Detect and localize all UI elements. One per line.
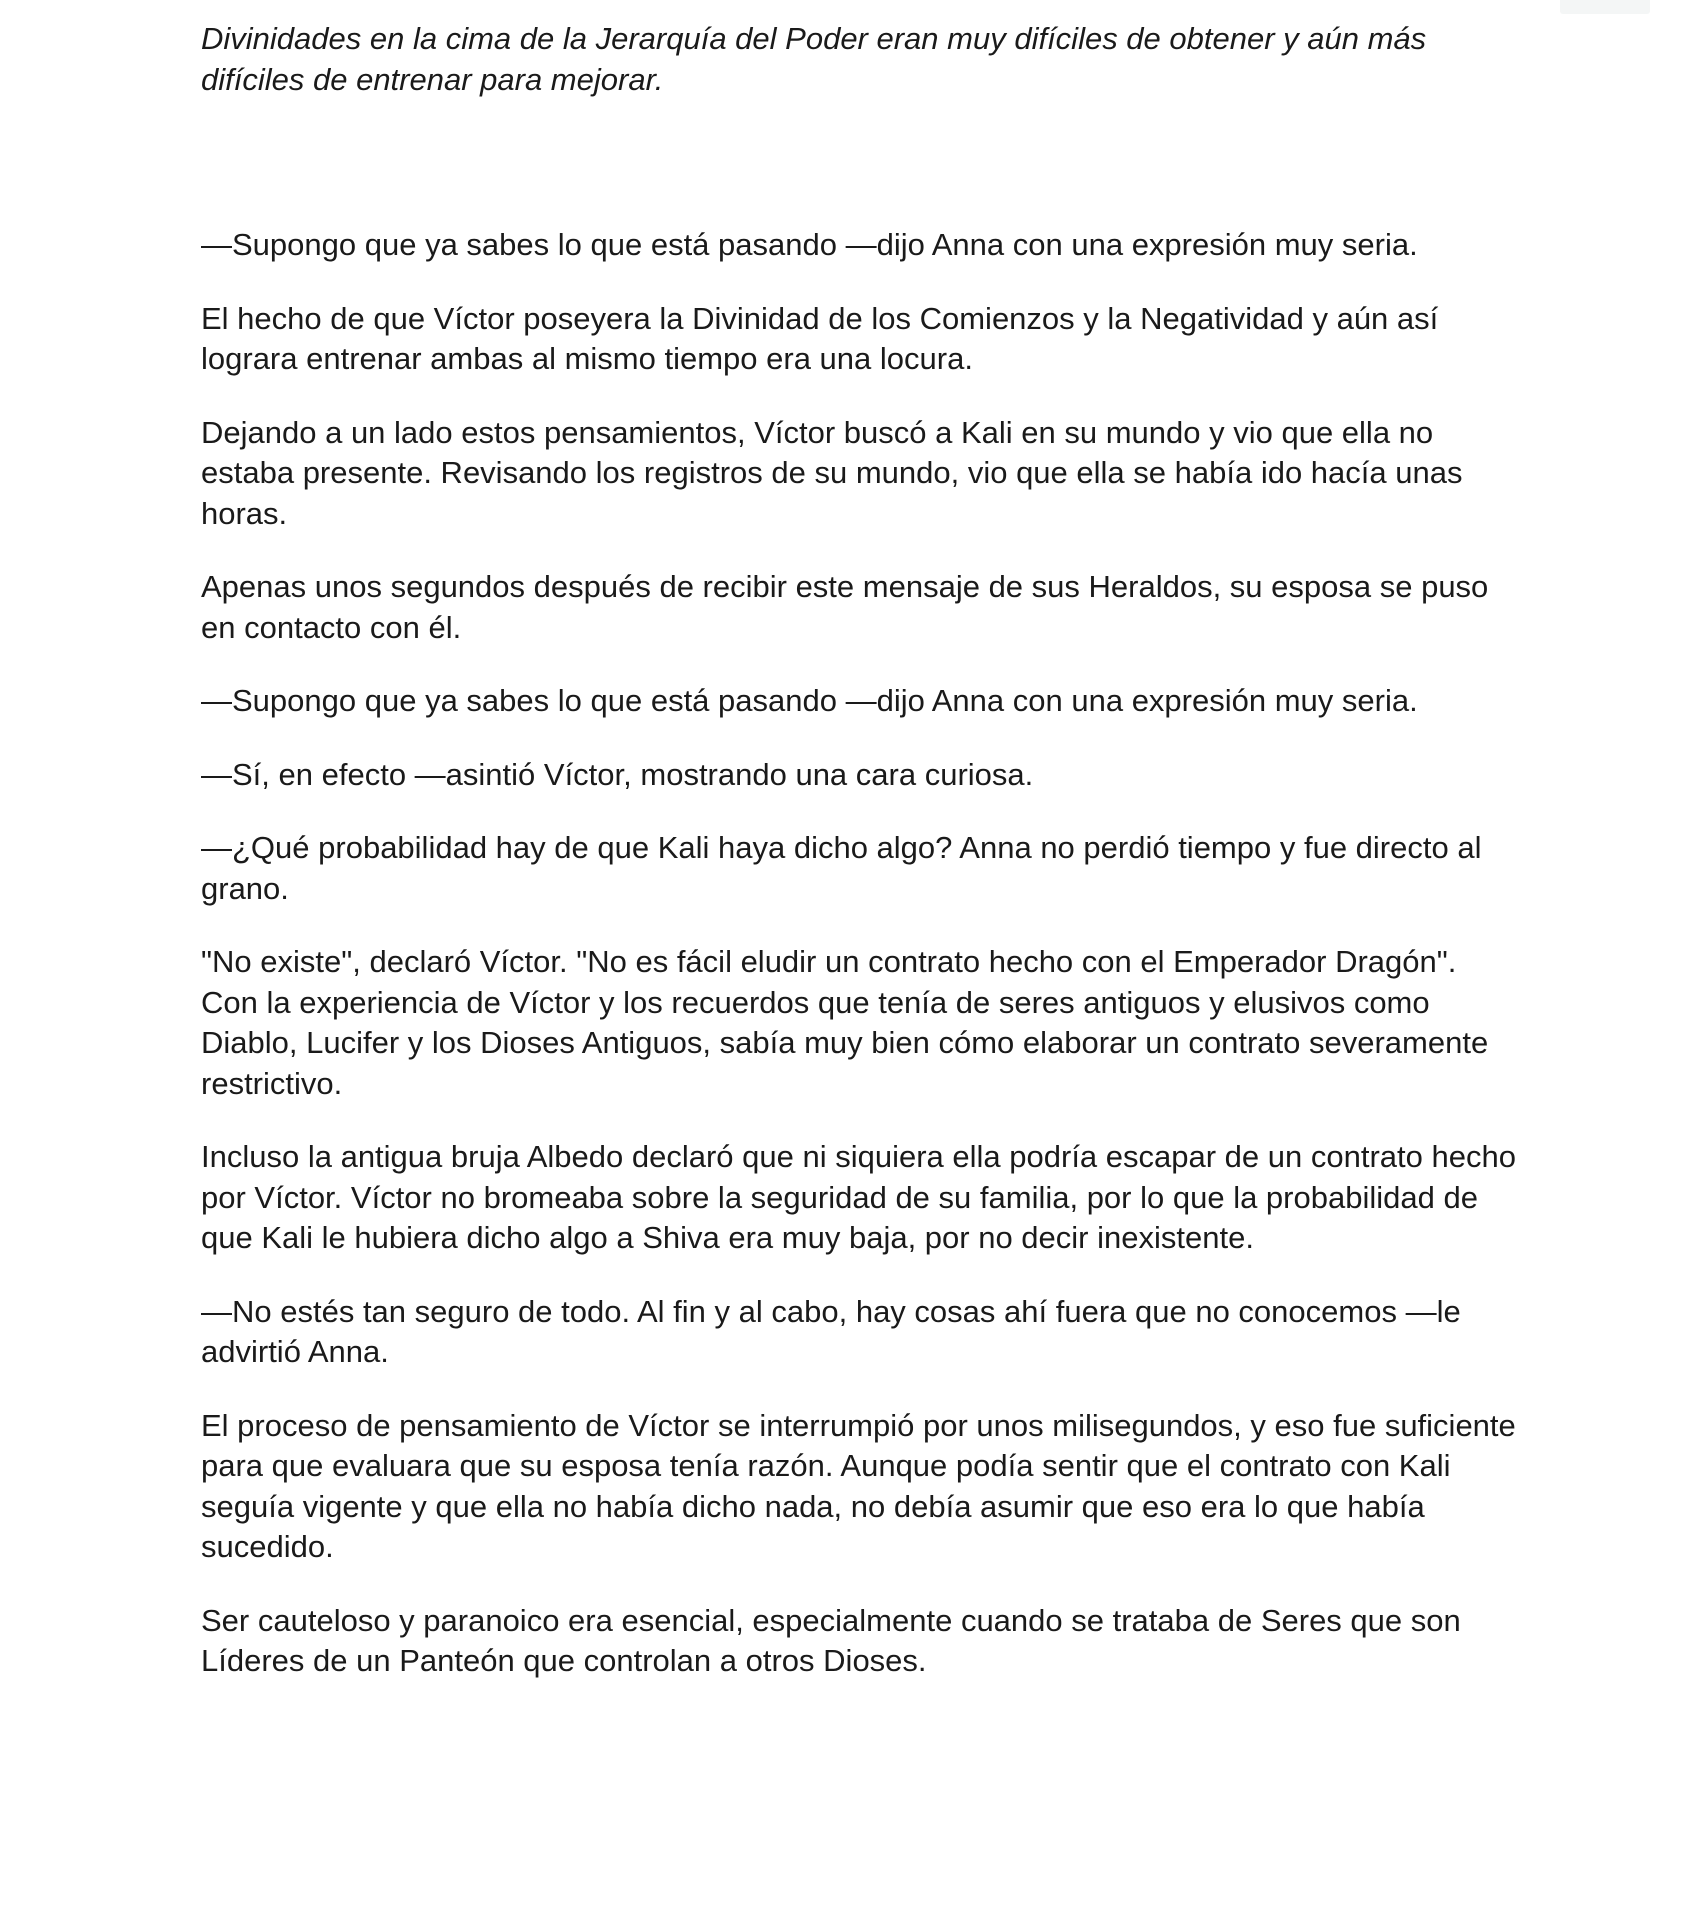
paragraph-5: —Supongo que ya sabes lo que está pasando —dijo Anna con una expresión muy seria. — [201, 683, 1418, 718]
intro-paragraph: Divinidades en la cima de la Jerarquía del Poder eran muy difíciles de obtener y aún más difíciles de entrenar para mejorar. — [201, 21, 1427, 97]
paragraph-7: —¿Qué probabilidad hay de que Kali haya dicho algo? Anna no perdió tiempo y fue directo al grano. — [201, 830, 1482, 906]
paragraph-1: —Supongo que ya sabes lo que está pasando —dijo Anna con una expresión muy seria. — [201, 227, 1418, 262]
document-body — [201, 225, 1521, 1682]
paragraph-6: —Sí, en efecto —asintió Víctor, mostrando una cara curiosa. — [201, 756, 1034, 792]
paragraph-9: Incluso la antigua bruja Albedo declaró que ni siquiera ella podría escapar de un contrato hecho por Víctor. Víctor no bromeaba sobre la seguridad de su familia, por lo que la probabilidad de que Kali le hubiera dicho algo a Shiva era muy baja, por no decir inexistente. — [201, 1139, 1516, 1255]
paragraph-4: Apenas unos segundos después de recibir este mensaje de sus Heraldos, su esposa se puso en contacto con él. — [201, 569, 1489, 645]
paragraph-2: El hecho de que Víctor poseyera la Divinidad de los Comienzos y la Negatividad y aún así lograra entrenar ambas al mismo tiempo era una locura. — [201, 300, 1439, 376]
page-corner-mark — [1560, 0, 1650, 14]
paragraph-11: El proceso de pensamiento de Víctor se interrumpió por unos milisegundos, y eso fue suficiente para que evaluara que su esposa tenía razón. Aunque podía sentir que el contrato con Kali seguía vigente y que ella no había dicho nada, no debía asumir que eso era lo que había sucedido. — [201, 1407, 1516, 1564]
document-page — [201, 18, 1521, 1715]
paragraph-10: —No estés tan seguro de todo. Al fin y al cabo, hay cosas ahí fuera que no conocemos —le advirtió Anna. — [201, 1293, 1461, 1369]
paragraph-12: Ser cauteloso y paranoico era esencial, especialmente cuando se trataba de Seres que son Líderes de un Panteón que controlan a otros Dioses. — [201, 1602, 1461, 1678]
paragraph-8: "No existe", declaró Víctor. "No es fácil eludir un contrato hecho con el Emperador Dragón". Con la experiencia de Víctor y los recuerdos que tenía de seres antiguos y elusivos como Diablo, Lucifer y los Dioses Antiguos, sabía muy bien cómo elaborar un contrato severamente restrictivo. — [201, 944, 1489, 1101]
paragraph-3: Dejando a un lado estos pensamientos, Víctor buscó a Kali en su mundo y vio que ella no estaba presente. Revisando los registros de su mundo, vio que ella se había ido hacía unas horas. — [201, 414, 1463, 531]
